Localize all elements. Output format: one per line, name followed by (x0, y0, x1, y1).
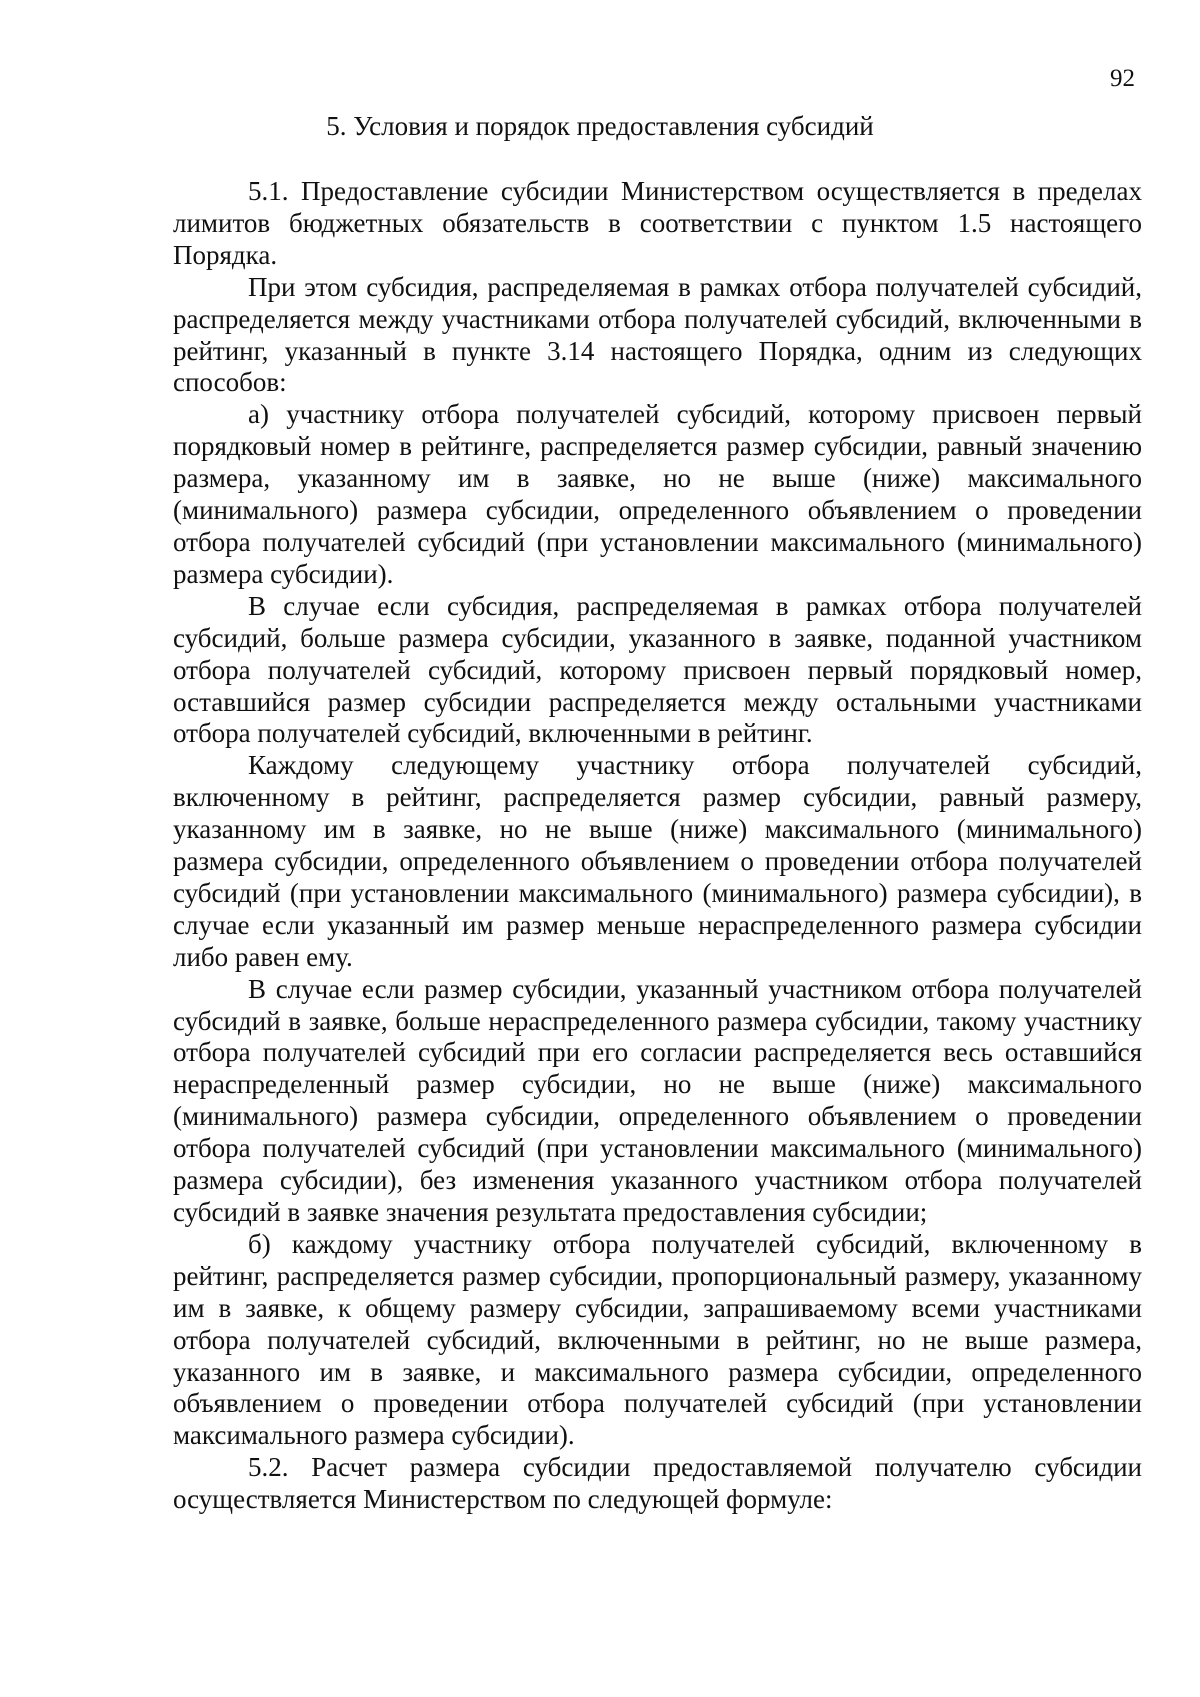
paragraph-distribution-methods: При этом субсидия, распределяемая в рамках отбора получателей субсидий, распределяется между участниками отбора получателей субсидий, включенными в рейтинг, указанный в пункте 3.14 настоящего Порядка, одним из следующих способов: (173, 271, 1142, 398)
section-heading: 5. Условия и порядок предоставления субсидий (326, 111, 874, 141)
paragraph-remaining-subsidy: В случае если субсидия, распределяемая в рамках отбора получателей субсидий, больше размера субсидии, указанного в заявке, поданной участником отбора получателей субсидий, которому присвоен первый порядковый номер, оставшийся размер субсидии распределяется между остальными участниками отбора получателей субсидий, включенными в рейтинг. (173, 590, 1142, 749)
paragraph-method-b: б) каждому участнику отбора получателей субсидий, включенному в рейтинг, распределяется размер субсидии, пропорциональный размеру, указанному им в заявке, к общему размеру субсидии, запрашиваемому всеми участниками отбора получателей субсидий, включенными в рейтинг, но не выше размера, указанного им в заявке, и максимального размера субсидии, определенного объявлением о проведении отбора получателей субсидий (при установлении максимального размера субсидии). (173, 1228, 1142, 1451)
document-body (173, 176, 1142, 1516)
paragraph-5-2: 5.2. Расчет размера субсидии предоставляемой получателю субсидии осуществляется Министерством по следующей формуле: (173, 1452, 1142, 1515)
paragraph-next-participant: Каждому следующему участнику отбора получателей субсидий, включенному в рейтинг, распределяется размер субсидии, равный размеру, указанному им в заявке, но не выше (ниже) максимального (минимального) размера субсидии, определенного объявлением о проведении отбора получателей субсидий (при установлении максимального (минимального) размера субсидии), в случае если указанный им размер меньше нераспределенного размера субсидии либо равен ему. (173, 750, 1142, 972)
paragraph-5-1: 5.1. Предоставление субсидии Министерством осуществляется в пределах лимитов бюджетных обязательств в соответствии с пунктом 1.5 настоящего Порядка. (173, 176, 1142, 270)
paragraph-exceeding-request: В случае если размер субсидии, указанный участником отбора получателей субсидий в заявке, больше нераспределенного размера субсидии, такому участнику отбора получателей субсидий при его согласии распределяется весь оставшийся нераспределенный размер субсидии, но не выше (ниже) максимального (минимального) размера субсидии, определенного объявлением о проведении отбора получателей субсидий (при установлении максимального (минимального) размера субсидии), без изменения указанного участником отбора получателей субсидий в заявке значения результата предоставления субсидии; (173, 973, 1142, 1227)
page-number: 92 (1110, 65, 1135, 92)
paragraph-method-a: а) участнику отбора получателей субсидий, которому присвоен первый порядковый номер в рейтинге, распределяется размер субсидии, равный значению размера, указанному им в заявке, но не выше (ниже) максимального (минимального) размера субсидии, определенного объявлением о проведении отбора получателей субсидий (при установлении максимального (минимального) размера субсидии). (173, 399, 1142, 589)
